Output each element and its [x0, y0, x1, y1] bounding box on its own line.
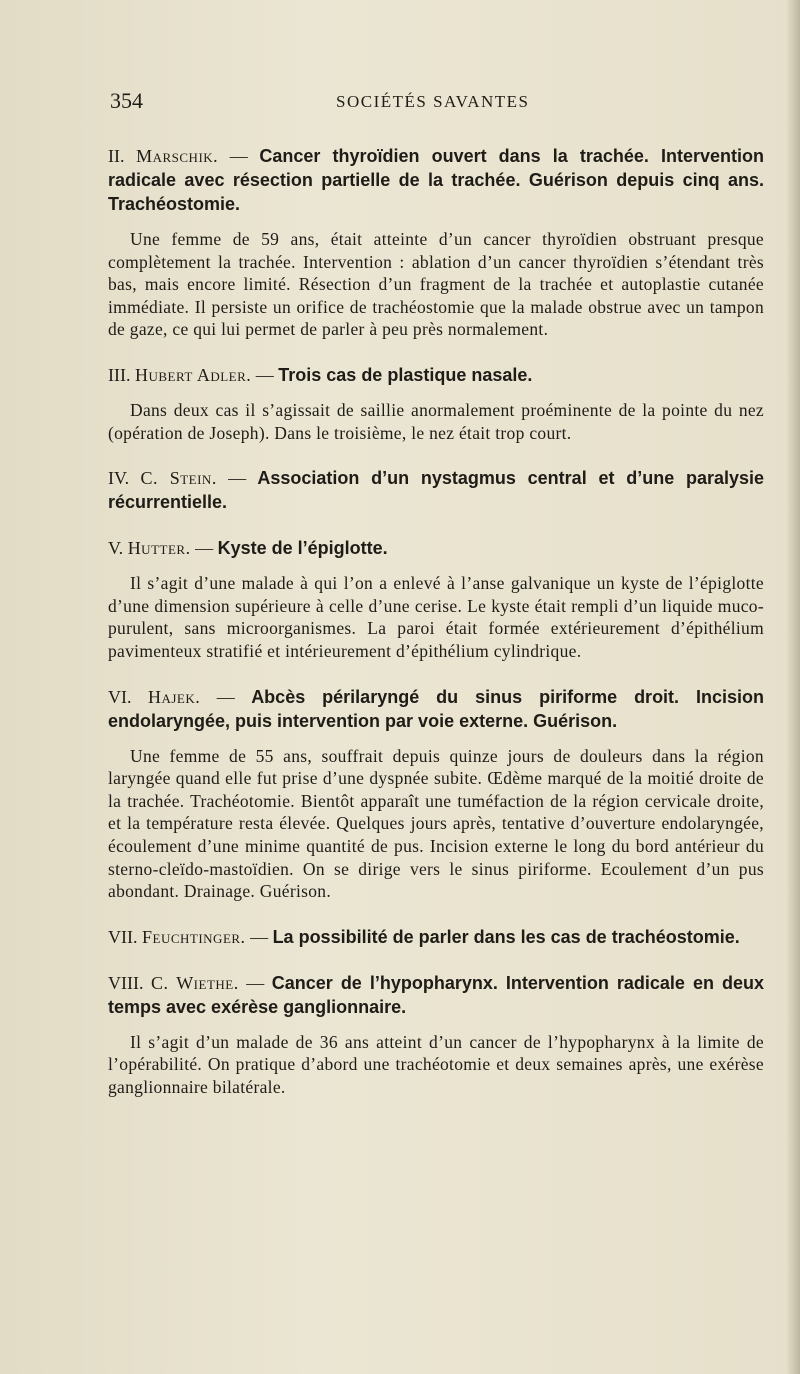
entry-stein	[108, 466, 764, 514]
page-header	[0, 88, 800, 118]
entry-author: C. Stein.	[140, 468, 217, 489]
entry-heading	[108, 536, 764, 560]
entry-body: Il s’agit d’une malade à qui l’on a enlevé à l’anse galvanique un kyste de l’épiglotte d’une dimension supérieure à celle d’une cerise. Le kyste était rempli d’un liquide muco-purulent, sans microorganismes. La paroi était formée extérieurement d’épithélium pavimenteux stratifié et intérieurement d’épithélium cylindrique.	[108, 573, 764, 661]
entry-dash: —	[229, 146, 248, 166]
entry-author: Hubert Adler.	[134, 364, 252, 385]
entry-author: C. Wiethe.	[151, 972, 239, 993]
entry-title: Cancer thyroïdien ouvert dans la trachée. Intervention radicale avec résection partielle de la trachée. Guérison depuis cinq ans. Trachéostomie.	[108, 146, 765, 214]
entry-body: Une femme de 59 ans, était atteinte d’un cancer thyroïdien obstruant presque complètement la trachée. Intervention : ablation d’un cancer thyroïdien s’étendant très bas, mais encore limité. Résection d’un fragment de la trachée et autoplastie cutanée immédiate. Il persiste un orifice de trachéostomie que la malade obstrue avec un tampon de gaze, ce qui lui permet de parler à peu près normalement.	[108, 229, 764, 340]
entry-hajek	[108, 685, 764, 903]
entry-author: Feuchtinger.	[142, 926, 246, 947]
entry-hubert-adler	[108, 363, 764, 444]
entry-title: Kyste de l’épiglotte.	[217, 538, 388, 559]
entry-heading	[108, 925, 764, 949]
entry-body: Il s’agit d’un malade de 36 ans atteint d’un cancer de l’hypopharynx à la limite de l’opérabilité. On pratique d’abord une trachéotomie et deux semaines après, une exérèse ganglionnaire bilatérale.	[108, 1031, 764, 1097]
page-number: 354	[110, 88, 143, 113]
page-gutter-shadow	[786, 0, 800, 1374]
entry-body: Une femme de 55 ans, souffrait depuis quinze jours de douleurs dans la région laryngée quand elle fut prise d’une dyspnée subite. Œdème marqué de la moitié droite de la trachée. Trachéotomie. Bientôt apparaît une tuméfaction de la région cervicale droite, et la température resta élevée. Quelques jours après, tentative d’ouverture endolaryngée, écoulement d’une minime quantité de pus. Incision externe le long du bord antérieur du sterno-cleïdo-mastoïdien. On se dirige vers le sinus piriforme. Ecoulement d’un pus abondant. Drainage. Guérison.	[108, 745, 764, 902]
entry-title: Cancer de l’hypopharynx. Intervention radicale en deux temps avec exérèse ganglionnaire.	[108, 972, 764, 1017]
article-body	[108, 144, 764, 1120]
entry-title: La possibilité de parler dans les cas de trachéostomie.	[272, 926, 740, 947]
entry-dash: —	[250, 926, 269, 947]
entry-heading	[108, 363, 764, 387]
entry-feuchtinger	[108, 925, 764, 949]
entry-hutter	[108, 536, 764, 662]
entry-heading	[108, 144, 764, 216]
entry-author: Hajek.	[147, 686, 201, 707]
entry-dash: —	[216, 686, 235, 707]
entry-author: Marschik.	[136, 146, 219, 166]
entry-title: Abcès périlaryngé du sinus piriforme droit. Incision endolaryngée, puis intervention par voie externe. Guérison.	[108, 686, 765, 731]
entry-number: IV.	[108, 468, 130, 489]
entry-marschik	[108, 144, 764, 341]
entry-body: Dans deux cas il s’agissait de saillie anormalement proéminente de la pointe du nez (opération de Joseph). Dans le troisième, le nez était trop court.	[108, 399, 764, 443]
entry-title: Association d’un nystagmus central et d’une paralysie récurrentielle.	[108, 468, 765, 513]
entry-number: V.	[108, 538, 124, 559]
entry-wiethe	[108, 971, 764, 1099]
entry-heading	[108, 685, 764, 733]
entry-number: II.	[108, 146, 125, 166]
entry-dash: —	[255, 364, 274, 385]
entry-author: Hutter.	[127, 538, 191, 559]
entry-heading	[108, 466, 764, 514]
entry-dash: —	[228, 468, 247, 489]
entry-number: III.	[108, 364, 131, 385]
entry-dash: —	[246, 972, 265, 993]
entry-number: VII.	[108, 926, 138, 947]
entry-number: VI.	[108, 686, 132, 707]
entry-title: Trois cas de plastique nasale.	[278, 364, 533, 385]
entry-number: VIII.	[108, 972, 144, 993]
running-head: SOCIÉTÉS SAVANTES	[336, 92, 530, 111]
entry-heading	[108, 971, 764, 1019]
entry-dash: —	[195, 538, 214, 559]
